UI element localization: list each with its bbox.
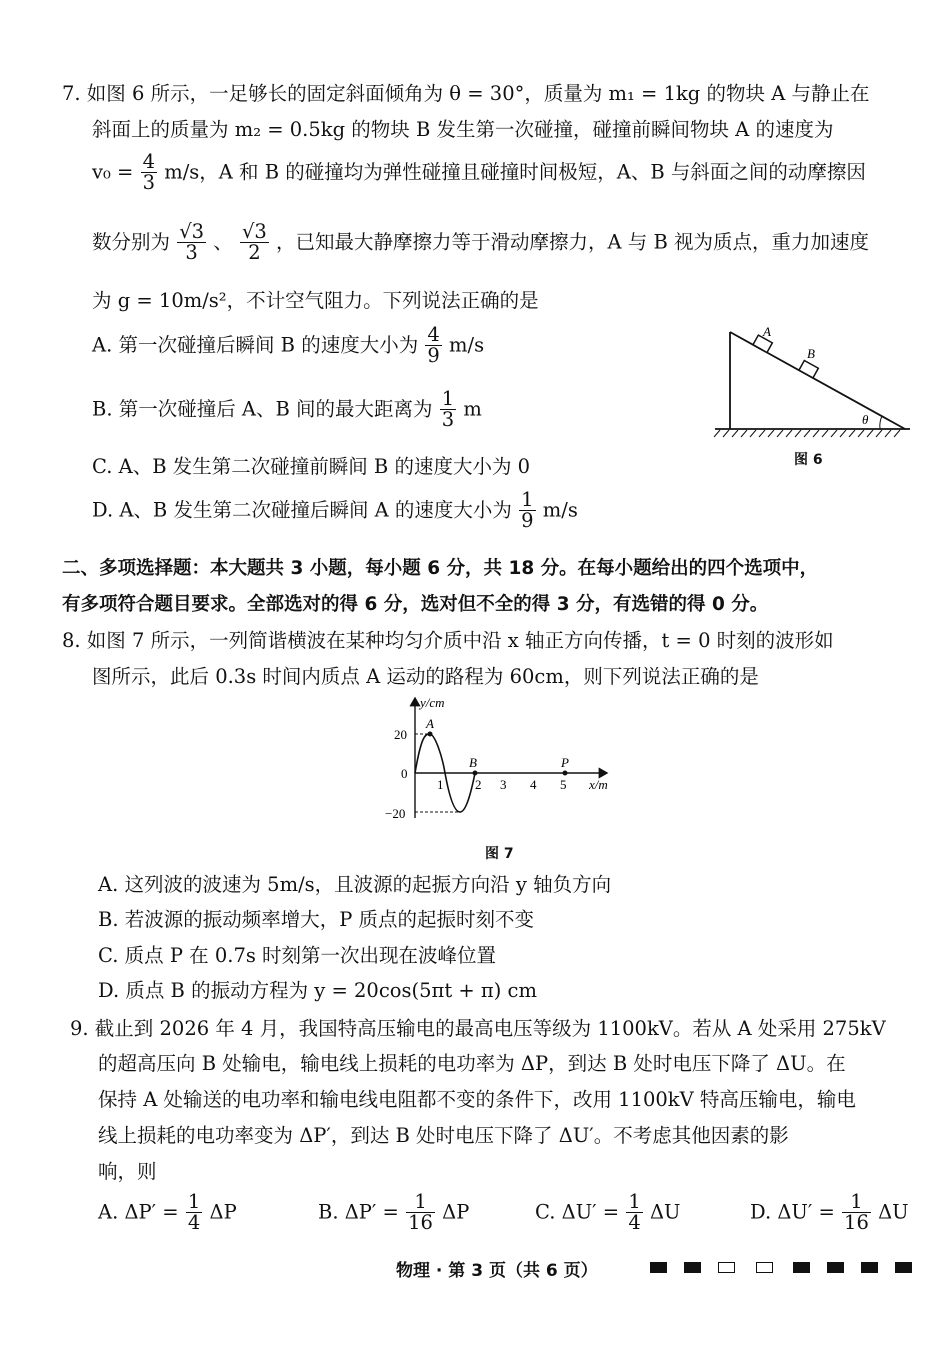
q7-line-5: 为 g = 10m/s²，不计空气阻力。下列说法正确的是 [92, 289, 539, 312]
point-B-label: B [469, 755, 477, 770]
figure-7-wave-graph [375, 690, 635, 830]
q8-option-c: C. 质点 P 在 0.7s 时刻第一次出现在波峰位置 [98, 944, 497, 967]
q7-option-c: C. A、B 发生第二次碰撞前瞬间 B 的速度大小为 0 [92, 455, 531, 478]
q9-option-a-fraction: $\frac{1}{4}$ [187, 1190, 201, 1235]
mu2-fraction: $\frac{√3}{2}$ [241, 220, 267, 265]
x-tick-4: 4 [530, 777, 537, 792]
y-tick-20: 20 [394, 727, 407, 742]
block-B [799, 361, 818, 378]
q9-option-a: A. ΔP′ = $\frac{1}{4}$ ΔP [98, 1190, 237, 1235]
figure-6-incline [710, 318, 915, 443]
footer-marker-1 [650, 1262, 667, 1273]
q8-line-2: 图所示，此后 0.3s 时间内质点 A 运动的路程为 60cm，则下列说法正确的是 [92, 665, 759, 688]
x-tick-2: 2 [475, 777, 482, 792]
footer-marker-8 [895, 1262, 912, 1273]
section-2-heading-line-2: 有多项符合题目要求。全部选对的得 6 分，选对但不全的得 3 分，有选错的得 0 分。 [62, 594, 769, 615]
q8-option-d: D. 质点 B 的振动方程为 y = 20cos(5πt + π) cm [98, 979, 537, 1002]
footer-marker-6 [827, 1262, 844, 1273]
q7-line-2: 斜面上的质量为 m₂ = 0.5kg 的物块 B 发生第一次碰撞，碰撞前瞬间物块 A 的速度为 [92, 118, 834, 141]
q8-line-1: 8. 如图 7 所示，一列简谐横波在某种均匀介质中沿 x 轴正方向传播，t = 0 时刻的波形如 [62, 629, 834, 652]
mu1-fraction: $\frac{√3}{3}$ [179, 220, 205, 265]
q9-option-b: B. ΔP′ = $\frac{1}{16}$ ΔP [318, 1190, 470, 1235]
v0-fraction: $\frac{4}{3}$ [142, 150, 155, 195]
y-tick-minus-20: −20 [385, 806, 406, 821]
point-P [563, 771, 568, 776]
q9-option-b-fraction: $\frac{1}{16}$ [408, 1190, 433, 1235]
q9-line-5: 响，则 [98, 1160, 157, 1183]
page-footer: 物理 · 第 3 页（共 6 页） [396, 1261, 598, 1281]
q7-line-1: 7. 如图 6 所示，一足够长的固定斜面倾角为 θ = 30°，质量为 m₁ = 1kg 的物块 A 与静止在 [62, 82, 870, 105]
ground-hatching [714, 430, 900, 437]
footer-marker-7 [861, 1262, 878, 1273]
q7-line-3-rest: m/s，A 和 B 的碰撞均为弹性碰撞且碰撞时间极短，A、B 与斜面之间的动摩擦因 [164, 160, 866, 184]
q8-option-a: A. 这列波的波速为 5m/s，且波源的起振方向沿 y 轴负方向 [98, 873, 612, 896]
figure-7-caption: 图 7 [485, 846, 514, 862]
x-tick-1: 1 [437, 777, 444, 792]
q8-option-b: B. 若波源的振动频率增大，P 质点的起振时刻不变 [98, 908, 535, 931]
x-tick-5: 5 [560, 777, 567, 792]
q9-line-2: 的超高压向 B 处输电，输电线上损耗的电功率为 ΔP，到达 B 处时电压下降了 ΔU。在 [98, 1052, 846, 1075]
x-tick-3: 3 [500, 777, 507, 792]
footer-marker-3 [718, 1262, 735, 1273]
x-axis-label: x/m [589, 777, 608, 792]
y-axis-label: y/cm [420, 695, 445, 710]
q7-option-a-fraction: $\frac{4}{9}$ [427, 323, 440, 368]
v0-label: v₀ = [92, 160, 134, 184]
point-B [473, 771, 478, 776]
q9-option-d: D. ΔU′ = $\frac{1}{16}$ ΔU [750, 1190, 909, 1235]
q9-option-c: C. ΔU′ = $\frac{1}{4}$ ΔU [535, 1190, 681, 1235]
q9-line-4: 线上损耗的电功率变为 ΔP′，到达 B 处时电压下降了 ΔU′。不考虑其他因素的影 [98, 1124, 789, 1147]
q7-option-d-fraction: $\frac{1}{9}$ [521, 488, 534, 533]
figure-6-caption: 图 6 [794, 452, 823, 468]
block-A-label: A [763, 324, 771, 339]
q9-option-d-fraction: $\frac{1}{16}$ [844, 1190, 869, 1235]
x-ticks [437, 777, 567, 792]
q7-option-a: A. 第一次碰撞后瞬间 B 的速度大小为 $\frac{4}{9}$ m/s [92, 323, 485, 368]
section-2-heading-line-1: 二、多项选择题：本大题共 3 小题，每小题 6 分，共 18 分。在每小题给出的四个选项中， [62, 558, 819, 579]
q7-option-d: D. A、B 发生第二次碰撞后瞬间 A 的速度大小为 $\frac{1}{9}$ m/s [92, 488, 578, 533]
footer-marker-4 [756, 1262, 773, 1273]
q7-line-4: 数分别为 $\frac{√3}{3}$ 、 $\frac{√3}{2}$ ，已知最大静摩擦力等于滑动摩擦力，A 与 B 视为质点，重力加速度 [92, 220, 870, 265]
block-B-label: B [807, 346, 815, 361]
q9-line-3: 保持 A 处输送的电功率和输电线电阻都不变的条件下，改用 1100kV 特高压输电，输电 [98, 1088, 856, 1111]
point-A-label: A [426, 716, 434, 731]
theta-label: θ [862, 412, 869, 427]
point-A [428, 732, 433, 737]
footer-marker-2 [684, 1262, 701, 1273]
q7-line-3 [92, 152, 866, 194]
q9-option-c-fraction: $\frac{1}{4}$ [628, 1190, 641, 1235]
footer-marker-5 [793, 1262, 810, 1273]
q9-line-1: 9. 截止到 2026 年 4 月，我国特高压输电的最高电压等级为 1100kV。若从 A 处采用 275kV [70, 1017, 886, 1040]
y-tick-0: 0 [401, 766, 408, 781]
q7-option-b: B. 第一次碰撞后 A、B 间的最大距离为 $\frac{1}{3}$ m [92, 387, 482, 432]
angle-arc [880, 416, 882, 429]
q7-option-b-fraction: $\frac{1}{3}$ [441, 387, 455, 432]
point-P-label: P [561, 755, 569, 770]
